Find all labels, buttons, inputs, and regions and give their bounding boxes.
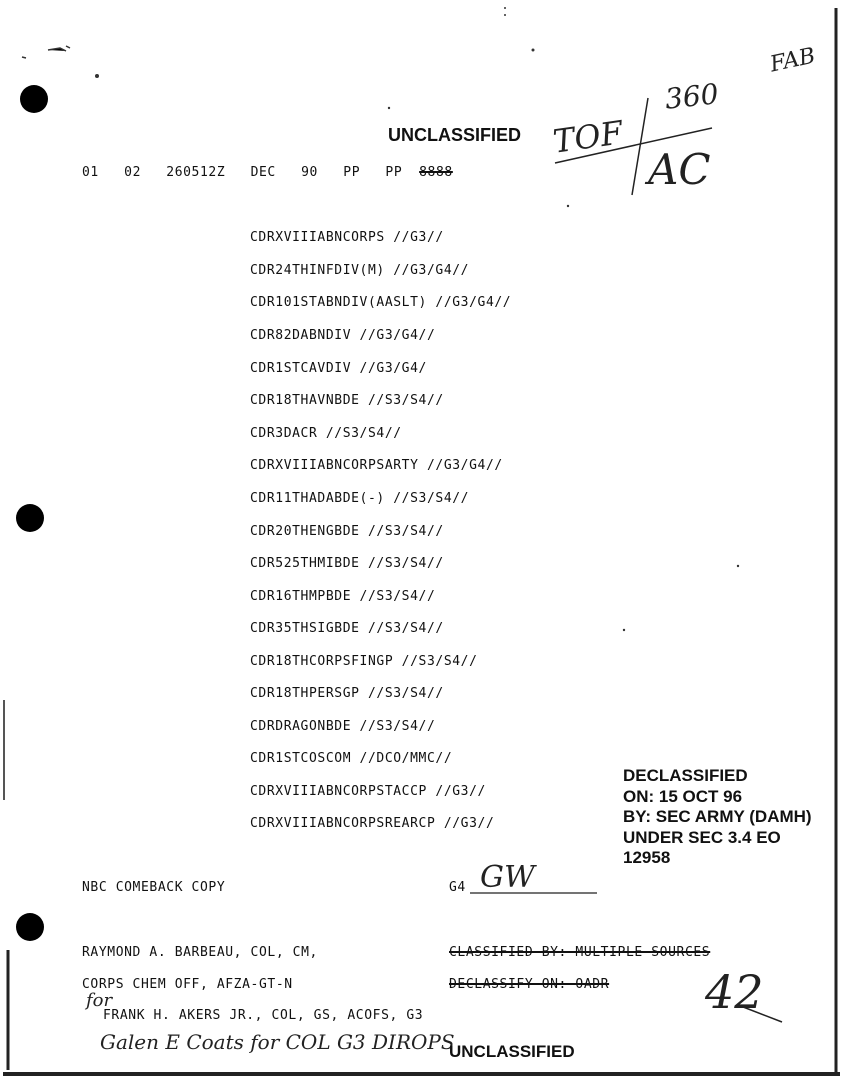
addressee-line: CDRXVIIIABNCORPS //G3//	[250, 230, 444, 245]
classification-top: UNCLASSIFIED	[388, 125, 522, 145]
addressee-line: CDRXVIIIABNCORPSARTY //G3/G4//	[250, 458, 503, 473]
addressee-line: CDR82DABNDIV //G3/G4//	[250, 328, 436, 343]
message-header-line	[82, 165, 453, 180]
struck-classified-by: CLASSIFIED BY: MULTIPLE SOURCES	[449, 945, 711, 960]
stamp-line: DECLASSIFIED	[623, 766, 748, 785]
stamp-line: 12958	[623, 848, 671, 867]
stamp-line: ON: 15 OCT 96	[623, 786, 743, 806]
for-note: for	[86, 990, 113, 1011]
declassified-stamp	[623, 766, 812, 869]
addressee-line: CDRXVIIIABNCORPSTACCP //G3//	[250, 784, 486, 799]
stamp-line: UNDER SEC 3.4 EO	[623, 827, 781, 847]
handwritten-tof: TOF	[550, 113, 626, 161]
handwritten-ac: AC	[648, 145, 711, 194]
addressee-line: CDR101STABNDIV(AASLT) //G3/G4//	[250, 295, 512, 310]
addressee-line: CDR525THMIBDE //S3/S4//	[250, 556, 444, 571]
stamp-line: BY: SEC ARMY (DAMH)	[623, 807, 812, 826]
msg-field-1: 01	[82, 165, 99, 180]
addressee-line: CDR1STCAVDIV //G3/G4/	[250, 361, 427, 376]
g4-label: G4	[449, 880, 466, 895]
msg-month: DEC	[250, 165, 276, 180]
initials-top-right: FAB	[767, 43, 818, 78]
releaser-line: FRANK H. AKERS JR., COL, GS, ACOFS, G3	[103, 1008, 424, 1023]
addressee-line: CDR18THAVNBDE //S3/S4//	[250, 393, 444, 408]
addressee-line: CDRDRAGONBDE //S3/S4//	[250, 719, 436, 734]
addressee-line: CDR11THADABDE(-) //S3/S4//	[250, 491, 470, 506]
addressee-line: CDR24THINFDIV(M) //G3/G4//	[250, 263, 470, 278]
office-line: CORPS CHEM OFF, AFZA-GT-N	[82, 977, 293, 992]
addressee-line: CDR1STCOSCOM //DCO/MMC//	[250, 751, 453, 766]
msg-field-2: 02	[124, 165, 141, 180]
classification-bottom: UNCLASSIFIED	[449, 1042, 575, 1061]
copy-label: NBC COMEBACK COPY	[82, 880, 226, 895]
msg-struck-code: 8888	[419, 165, 453, 180]
msg-dtg: 260512Z	[166, 165, 226, 180]
addressee-line: CDR35THSIGBDE //S3/S4//	[250, 621, 444, 636]
msg-precedence-2: PP	[385, 165, 403, 180]
handwritten-number: 360	[663, 77, 721, 116]
addressee-line: CDR3DACR //S3/S4//	[250, 426, 402, 441]
g4-initials: GW	[480, 860, 535, 895]
addressee-line: CDR18THCORPSFINGP //S3/S4//	[250, 654, 478, 669]
handwritten-page-number: 42	[705, 965, 764, 1019]
originator-line: RAYMOND A. BARBEAU, COL, CM,	[82, 945, 318, 960]
addressee-line: CDR16THMPBDE //S3/S4//	[250, 589, 436, 604]
addressee-line: CDRXVIIIABNCORPSREARCP //G3//	[250, 816, 495, 831]
msg-year: 90	[301, 165, 318, 180]
addressee-line: CDR20THENGBDE //S3/S4//	[250, 524, 444, 539]
struck-declassify-on: DECLASSIFY ON: OADR	[449, 977, 610, 992]
addressee-line: CDR18THPERSGP //S3/S4//	[250, 686, 444, 701]
msg-precedence-1: PP	[343, 165, 361, 180]
signature: Galen E Coats for COL G3 DIROPS	[100, 1030, 455, 1054]
